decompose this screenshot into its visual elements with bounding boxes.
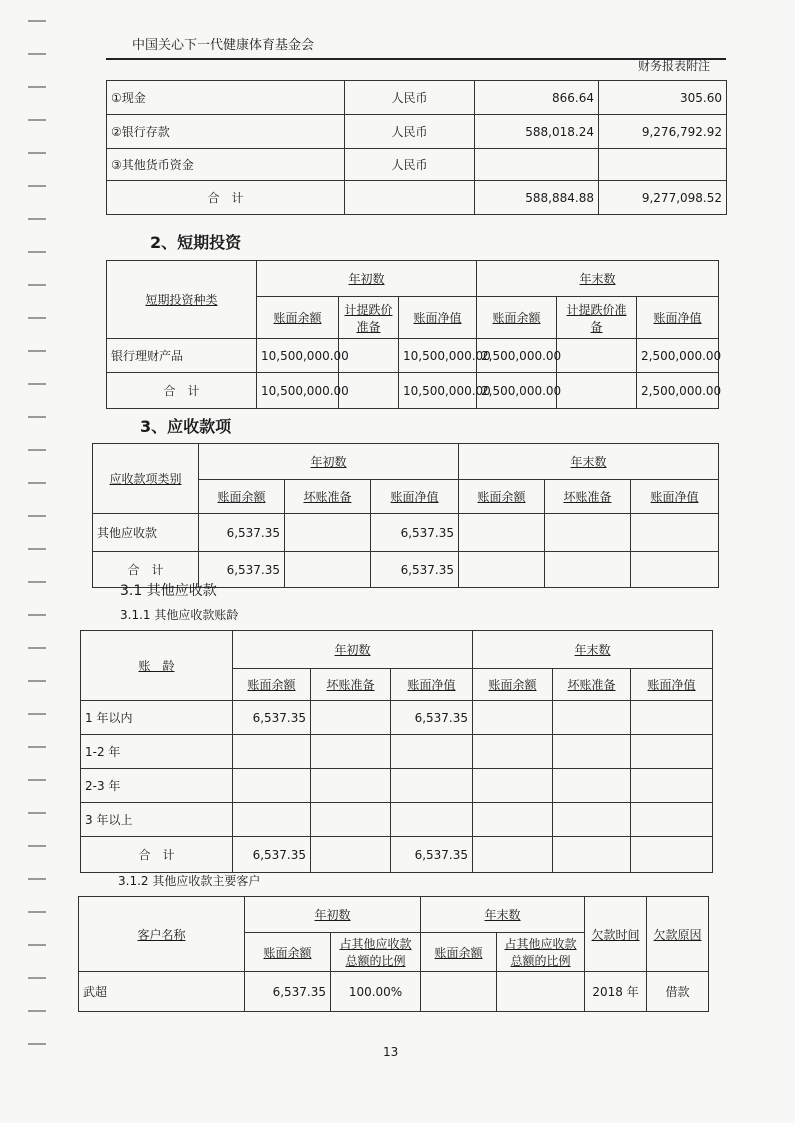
cell-value [631, 514, 719, 552]
row-label: 合 计 [81, 837, 233, 873]
row-label: 1-2 年 [81, 735, 233, 769]
binder-tick [28, 20, 46, 22]
cell-value: 6,537.35 [233, 837, 311, 873]
col-year-end: 年末数 [473, 631, 713, 669]
sub-header: 账面余额 [421, 933, 497, 972]
cell-value: 10,500,000.00 [257, 373, 339, 409]
cash-row-end [475, 149, 599, 181]
cell-value [391, 803, 473, 837]
binder-tick [28, 317, 46, 319]
sub-header: 账面净值 [391, 669, 473, 701]
cell-value [473, 701, 553, 735]
table-row [81, 735, 713, 769]
sub-header: 账面余额 [257, 297, 339, 339]
cell-value [553, 735, 631, 769]
binder-tick [28, 152, 46, 154]
header-rule [106, 58, 726, 60]
cell-value [233, 769, 311, 803]
cell-value [311, 735, 391, 769]
binder-tick [28, 911, 46, 913]
table-row [107, 339, 719, 373]
section-2-title: 2、短期投资 [150, 233, 242, 252]
sub-header: 坏账准备 [311, 669, 391, 701]
cash-row-begin [599, 149, 727, 181]
cash-row-name: ①现金 [107, 81, 345, 115]
cash-row-currency: 人民币 [345, 149, 475, 181]
cell-value: 2,500,000.00 [477, 339, 557, 373]
cell-value [557, 339, 637, 373]
sub-header: 账面余额 [459, 480, 545, 514]
cell-value: 6,537.35 [233, 701, 311, 735]
row-label: 合 计 [107, 373, 257, 409]
binder-tick [28, 548, 46, 550]
sub-header: 账面净值 [371, 480, 459, 514]
col-year-end: 年末数 [459, 444, 719, 480]
binder-tick [28, 680, 46, 682]
cell-debt-reason: 借款 [647, 972, 709, 1012]
sub-header: 坏账准备 [553, 669, 631, 701]
table-row [81, 701, 713, 735]
cell-value [311, 701, 391, 735]
cell-value [391, 735, 473, 769]
table-row [81, 803, 713, 837]
sub-header: 坏账准备 [285, 480, 371, 514]
cell-value [631, 803, 713, 837]
sub-header: 账面余额 [233, 669, 311, 701]
binder-tick [28, 746, 46, 748]
cash-row-name: ②银行存款 [107, 115, 345, 149]
col-debt-time: 欠款时间 [585, 897, 647, 972]
cell-value: 10,500,000.00 [257, 339, 339, 373]
cell-value [631, 552, 719, 588]
cell-value [473, 769, 553, 803]
binder-tick [28, 416, 46, 418]
cash-row-begin: 9,276,792.92 [599, 115, 727, 149]
table-row [107, 81, 727, 115]
cell-value [473, 735, 553, 769]
cell-value: 10,500,000.00 [399, 373, 477, 409]
sub-header: 计提跌价准备 [339, 297, 399, 339]
cell-value [631, 769, 713, 803]
cell-value [553, 837, 631, 873]
table-row [107, 149, 727, 181]
cash-table [106, 80, 727, 215]
cell-value [553, 701, 631, 735]
short-term-investment-table [106, 260, 722, 409]
receivables-table [92, 443, 719, 588]
table-row [107, 115, 727, 149]
cell-value [557, 373, 637, 409]
cell-value [311, 837, 391, 873]
binder-tick [28, 383, 46, 385]
sub-header: 计提跌价准备 [557, 297, 637, 339]
col-debt-reason: 欠款原因 [647, 897, 709, 972]
report-notes-label: 财务报表附注 [638, 59, 711, 73]
binder-tick [28, 1010, 46, 1012]
sub-header: 坏账准备 [545, 480, 631, 514]
cell-value [459, 552, 545, 588]
binder-tick [28, 581, 46, 583]
cell-value [311, 803, 391, 837]
col-year-end: 年末数 [421, 897, 585, 933]
binder-tick [28, 1043, 46, 1045]
sub-header: 账面余额 [245, 933, 331, 972]
cell-value: 6,537.35 [199, 552, 285, 588]
cell-value [233, 803, 311, 837]
binder-tick [28, 515, 46, 517]
cell-value: 6,537.35 [371, 514, 459, 552]
col-year-end: 年末数 [477, 261, 719, 297]
cell-value [391, 769, 473, 803]
cash-row-name: ③其他货币资金 [107, 149, 345, 181]
cash-total-begin: 9,277,098.52 [599, 181, 727, 215]
sub-header: 账面净值 [637, 297, 719, 339]
cell-value [233, 735, 311, 769]
col-year-start: 年初数 [257, 261, 477, 297]
section-3-1-2-title: 3.1.2 其他应收款主要客户 [118, 874, 261, 888]
row-label: 银行理财产品 [107, 339, 257, 373]
table-row [81, 837, 713, 873]
aging-table [80, 630, 713, 873]
row-label: 合 计 [93, 552, 199, 588]
cell-value [545, 514, 631, 552]
binder-tick [28, 350, 46, 352]
col-receivable-type: 应收款项类别 [93, 444, 199, 514]
binder-tick [28, 284, 46, 286]
row-label: 2-3 年 [81, 769, 233, 803]
binder-tick [28, 845, 46, 847]
row-label: 1 年以内 [81, 701, 233, 735]
table-row [81, 769, 713, 803]
binder-tick [28, 977, 46, 979]
cash-row-end: 588,018.24 [475, 115, 599, 149]
cell-value: 6,537.35 [391, 837, 473, 873]
col-year-start: 年初数 [245, 897, 421, 933]
cell-value: 2,500,000.00 [477, 373, 557, 409]
binder-tick [28, 449, 46, 451]
binder-tick [28, 713, 46, 715]
cell-value [459, 514, 545, 552]
sub-header: 账面净值 [631, 669, 713, 701]
binder-tick [28, 647, 46, 649]
cell-value: 100.00% [331, 972, 421, 1012]
cell-value: 2,500,000.00 [637, 339, 719, 373]
binder-tick [28, 53, 46, 55]
cell-value [545, 552, 631, 588]
cell-value: 2,500,000.00 [637, 373, 719, 409]
cell-value [631, 735, 713, 769]
cell-value: 10,500,000.00 [399, 339, 477, 373]
table-row [93, 514, 719, 552]
cash-total-label: 合 计 [107, 181, 345, 215]
cash-row-begin: 305.60 [599, 81, 727, 115]
cash-row-currency: 人民币 [345, 115, 475, 149]
row-label: 武超 [79, 972, 245, 1012]
binder-tick [28, 812, 46, 814]
cash-row-end: 866.64 [475, 81, 599, 115]
binder-tick [28, 614, 46, 616]
cell-debt-time: 2018 年 [585, 972, 647, 1012]
cell-value [631, 701, 713, 735]
cash-row-currency: 人民币 [345, 81, 475, 115]
binder-tick [28, 944, 46, 946]
sub-header: 账面余额 [199, 480, 285, 514]
cell-value [553, 769, 631, 803]
col-aging: 账 龄 [81, 631, 233, 701]
organization-name: 中国关心下一代健康体育基金会 [132, 38, 315, 53]
binder-tick [28, 482, 46, 484]
sub-header: 占其他应收款总额的比例 [331, 933, 421, 972]
binder-tick [28, 119, 46, 121]
table-row [107, 373, 719, 409]
binder-tick [28, 878, 46, 880]
binder-tick [28, 218, 46, 220]
sub-header: 账面净值 [631, 480, 719, 514]
sub-header: 占其他应收款总额的比例 [497, 933, 585, 972]
section-3-1-title: 3.1 其他应收款 [120, 583, 217, 599]
cell-value [285, 552, 371, 588]
binder-tick [28, 251, 46, 253]
row-label: 3 年以上 [81, 803, 233, 837]
binder-tick [28, 86, 46, 88]
col-investment-type: 短期投资种类 [107, 261, 257, 339]
cell-value [631, 837, 713, 873]
table-row [107, 181, 727, 215]
cell-value [553, 803, 631, 837]
section-3-title: 3、应收款项 [140, 417, 232, 436]
cell-value: 6,537.35 [371, 552, 459, 588]
cell-value [285, 514, 371, 552]
binder-tick [28, 779, 46, 781]
cell-value: 6,537.35 [199, 514, 285, 552]
main-customers-table [78, 896, 709, 1012]
sub-header: 账面余额 [477, 297, 557, 339]
cell-value [421, 972, 497, 1012]
row-label: 其他应收款 [93, 514, 199, 552]
col-customer-name: 客户名称 [79, 897, 245, 972]
cell-value [473, 837, 553, 873]
sub-header: 账面余额 [473, 669, 553, 701]
cell-value: 6,537.35 [245, 972, 331, 1012]
cell-value: 6,537.35 [391, 701, 473, 735]
page-number: 13 [383, 1045, 399, 1059]
sub-header: 账面净值 [399, 297, 477, 339]
cell-value [473, 803, 553, 837]
col-year-start: 年初数 [233, 631, 473, 669]
col-year-start: 年初数 [199, 444, 459, 480]
table-row [79, 972, 709, 1012]
cell-value [497, 972, 585, 1012]
cash-total-end: 588,884.88 [475, 181, 599, 215]
cell-value [311, 769, 391, 803]
section-3-1-1-title: 3.1.1 其他应收款账龄 [120, 608, 239, 622]
binder-marks [28, 20, 48, 1080]
binder-tick [28, 185, 46, 187]
